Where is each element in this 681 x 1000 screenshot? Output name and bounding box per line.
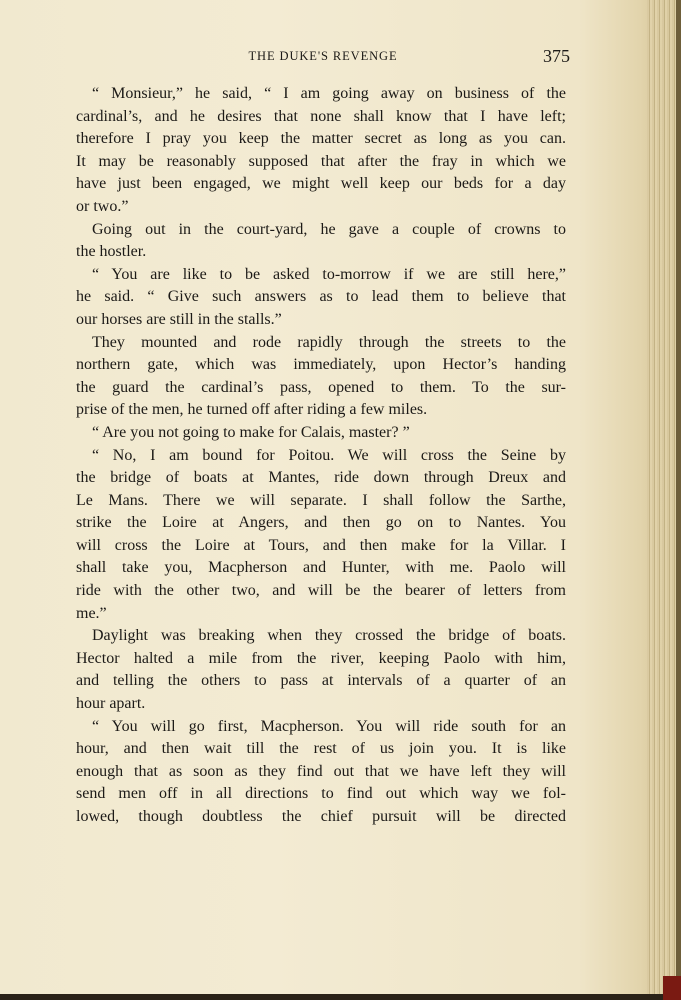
text-line: enough that as soon as they find out that we have left they will: [76, 762, 566, 780]
text-line: “ You will go first, Macpherson. You will ride south for an: [92, 717, 566, 735]
cover-corner: [663, 976, 681, 1000]
text-line: the guard the cardinal’s pass, opened to them. To the sur-: [76, 378, 566, 396]
running-head: THE DUKE'S REVENGE: [248, 49, 398, 63]
book-spine-edge: [676, 0, 681, 1000]
text-line: hour apart.: [76, 695, 146, 713]
text-line: northern gate, which was immediately, upon Hector’s handing: [76, 356, 566, 374]
text-line: and telling the others to pass at intervals of a quarter of an: [76, 672, 566, 690]
text-line: lowed, though doubtless the chief pursuit will be directed: [76, 808, 566, 825]
page-header: [76, 46, 570, 70]
text-line: will cross the Loire at Tours, and then make for la Villar. I: [76, 536, 566, 554]
text-line: It may be reasonably supposed that after the fray in which we: [76, 152, 566, 170]
text-line: strike the Loire at Angers, and then go on to Nantes. You: [76, 514, 566, 532]
text-line: therefore I pray you keep the matter secret as long as you can.: [76, 130, 566, 148]
text-line: cardinal’s, and he desires that none shall know that I have left;: [76, 107, 566, 125]
text-line: “ No, I am bound for Poitou. We will cross the Seine by: [92, 446, 566, 464]
text-line: the hostler.: [76, 243, 147, 261]
text-line: “ Monsieur,” he said, “ I am going away on business of the: [92, 85, 566, 102]
text-line: prise of the men, he turned off after riding a few miles.: [76, 401, 428, 419]
text-line: me.”: [76, 604, 107, 622]
text-line: “ You are like to be asked to-morrow if we are still here,”: [92, 265, 566, 283]
bottom-shadow: [0, 994, 681, 1000]
text-line: Le Mans. There we will separate. I shall follow the Sarthe,: [76, 491, 566, 509]
text-line: “ Are you not going to make for Calais, master? ”: [92, 423, 410, 441]
text-line: he said. “ Give such answers as to lead them to believe that: [76, 288, 566, 306]
text-line: our horses are still in the stalls.”: [76, 310, 282, 328]
body-text: [76, 83, 566, 829]
text-line: shall take you, Macpherson and Hunter, with me. Paolo will: [76, 559, 566, 577]
text-line: Daylight was breaking when they crossed the bridge of boats.: [92, 627, 566, 645]
text-line: Hector halted a mile from the river, keeping Paolo with him,: [76, 649, 566, 667]
text-line: ride with the other two, and will be the bearer of letters from: [76, 582, 566, 600]
text-line: hour, and then wait till the rest of us join you. It is like: [76, 740, 566, 758]
page-number: 375: [543, 46, 570, 66]
text-line: send men off in all directions to find out which way we fol-: [76, 785, 566, 803]
text-line: They mounted and rode rapidly through the streets to the: [92, 333, 566, 351]
text-line: the bridge of boats at Mantes, ride down through Dreux and: [76, 469, 566, 487]
text-line: Going out in the court-yard, he gave a couple of crowns to: [92, 220, 566, 238]
text-line: or two.”: [76, 197, 129, 215]
text-line: have just been engaged, we might well keep our beds for a day: [76, 175, 566, 193]
